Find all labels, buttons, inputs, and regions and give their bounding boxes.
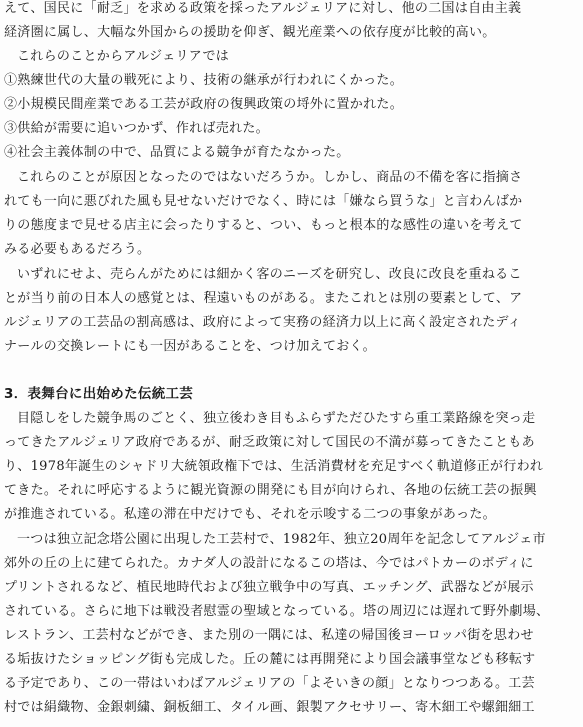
text-line: レストラン、工芸村などができ、また別の一隅には、私達の帰国後ヨーロッパ街を思わせ bbox=[4, 628, 534, 643]
text-line: てきた。それに呼応するように観光資源の開発にも目が向けられ、各地の伝統工芸の振興 bbox=[4, 483, 537, 498]
text-line: これらのことが原因となったのではないだろうか。しかし、商品の不備を客に指摘さ bbox=[17, 170, 523, 185]
text-line: が推進されている。私達の滞在中だけでも、それを示唆する二つの事象があった。 bbox=[4, 507, 496, 522]
text-line: されている。さらに地下は戦没者慰霊の聖域となっている。塔の周辺には遅れて野外劇場、 bbox=[4, 604, 550, 619]
text-line: 経済圏に属し、大幅な外国からの援助を仰ぎ、観光産業への依存度が比較的高い。 bbox=[4, 25, 496, 40]
text-line: ルジェリアの工芸品の割高感は、政府によって実務の経済力以上に高く設定されたディ bbox=[4, 315, 522, 330]
text-line: ナールの交換レートにも一因があることを、つけ加えておく。 bbox=[4, 339, 376, 354]
text-line: 郊外の丘の上に建てられた。カナダ人の設計になるこの塔は、今ではパトカーのボディに bbox=[4, 556, 534, 571]
text-line: 村では絹織物、金銀刺繍、銅板細工、タイル画、銀製アクセサリー、寄木細工や螺鈿細工 bbox=[4, 700, 535, 715]
text-line: みる必要もあるだろう。 bbox=[4, 242, 151, 257]
text-line: 目隠しをした競争馬のごとく、独立後わき目もふらずただひたすら重工業路線を突っ走 bbox=[17, 411, 536, 426]
list-item: ②小規模民間産業である工芸が政府の復興政策の埒外に置かれた。 bbox=[4, 97, 404, 112]
text-line: ってきたアルジェリア政府であるが、耐乏政策に対して国民の不満が募ってきたこともあ bbox=[4, 435, 535, 450]
text-line: とが当り前の日本人の感覚とは、程遠いものがある。またこれとは別の要素として、ア bbox=[4, 291, 523, 306]
text-line: これらのことからアルジェリアでは bbox=[17, 49, 230, 64]
text-line: り、1978年誕生のシャドリ大統領政権下では、生活消費材を充足すべく軌道修正が行われ bbox=[4, 459, 544, 474]
text-line: りの態度まで見せる店主に会ったりすると、つい、もっと根本的な感性の違いを考えて bbox=[4, 218, 523, 233]
text-line: えて、国民に「耐乏」を求める政策を採ったアルジェリアに対し、他の二国は自由主義 bbox=[4, 1, 522, 16]
text-line: プリントされるなど、植民地時代および独立戦争中の写真、エッチング、武器などが展示 bbox=[4, 580, 534, 595]
text-line: る垢抜けたショッピング街も完成した。丘の麓には再開発により国会議事堂なども移転す bbox=[4, 652, 536, 667]
list-item: ①熟練世代の大量の戦死により、技術の継承が行われにくかった。 bbox=[4, 73, 404, 88]
text-line: る予定であり、この一帯はいわばアルジェリアの「よそいきの顔」となりつつある。工芸 bbox=[4, 676, 535, 691]
text-line: れても一向に悪びれた風も見せないだけでなく、時には「嫌なら買うな」と言わんばか bbox=[4, 194, 523, 209]
text-line: いずれにせよ、売らんがためには細かく客のニーズを研究し、改良に改良を重ねるこ bbox=[17, 267, 522, 282]
text-line: 一つは独立記念塔公園に出現した工芸村で、1982年、独立20周年を記念してアルジェ市 bbox=[17, 532, 546, 547]
list-item: ③供給が需要に追いつかず、作れば売れた。 bbox=[4, 121, 269, 136]
list-item: ④社会主義体制の中で、品質による競争が育たなかった。 bbox=[4, 145, 350, 160]
section-heading: 3．表舞台に出始めた伝統工芸 bbox=[4, 386, 194, 402]
